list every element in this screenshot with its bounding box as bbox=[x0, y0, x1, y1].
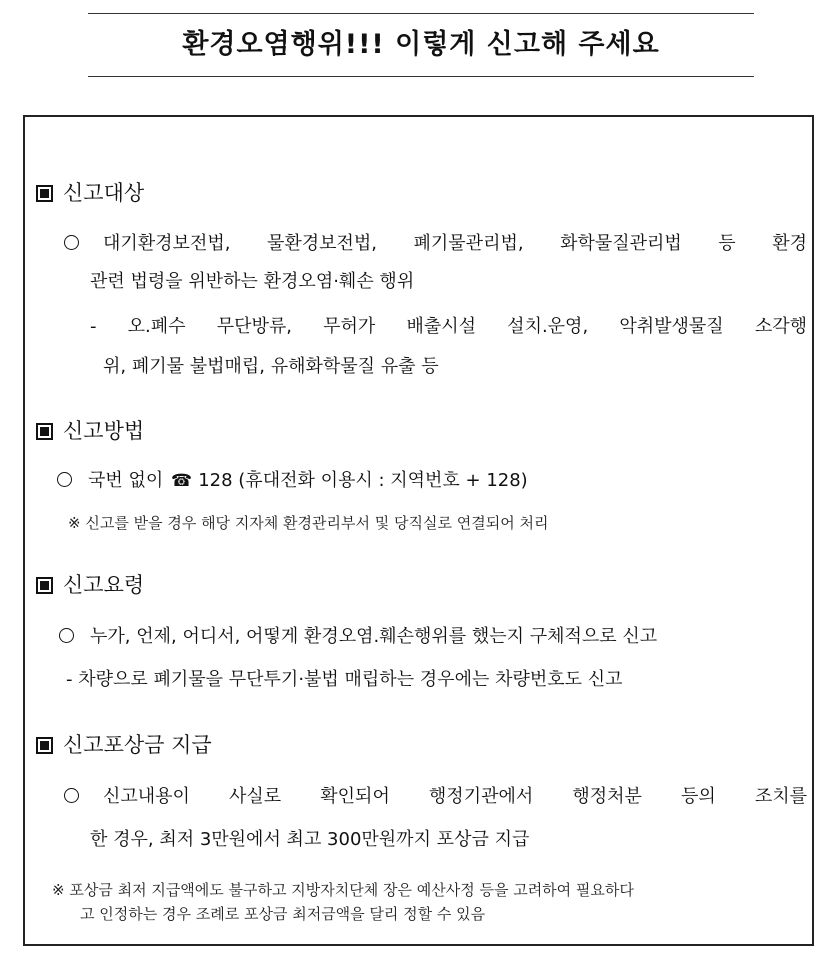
section-heading-label: 신고방법 bbox=[63, 419, 145, 443]
square-bullet-icon bbox=[36, 577, 53, 594]
target-line-4: 위, 폐기물 불법매립, 유해화학물질 유출 등 bbox=[103, 356, 439, 377]
target-line-2: 관련 법령을 위반하는 환경오염·훼손 행위 bbox=[90, 271, 415, 292]
section-heading-method bbox=[36, 417, 144, 445]
section-heading-label: 신고대상 bbox=[63, 181, 145, 205]
section-heading-target bbox=[36, 179, 144, 207]
title-top-rule bbox=[88, 13, 754, 14]
circle-bullet-icon bbox=[64, 235, 79, 250]
guide-line-2: - 차량으로 폐기물을 무단투기·불법 매립하는 경우에는 차량번호도 신고 bbox=[66, 669, 623, 690]
reward-line-2: 한 경우, 최저 3만원에서 최고 300만원까지 포상금 지급 bbox=[90, 829, 530, 850]
method-line-1 bbox=[57, 468, 528, 494]
square-bullet-icon bbox=[36, 185, 53, 202]
reward-note-2: 고 인정하는 경우 조례로 포상금 최저금액을 달리 정할 수 있음 bbox=[80, 905, 486, 923]
telephone-icon: ☎ bbox=[171, 471, 193, 491]
circle-bullet-icon bbox=[64, 788, 79, 803]
title-bottom-rule bbox=[88, 76, 754, 77]
reward-note-1: ※ 포상금 최저 지급액에도 불구하고 지방자치단체 장은 예산사정 등을 고려하여 필요하다 bbox=[52, 881, 634, 899]
section-heading-reward bbox=[36, 731, 212, 759]
method-line-1-prefix: 국번 없이 bbox=[88, 470, 164, 491]
method-line-1-number: 128 (휴대전화 이용시 : 지역번호 + 128) bbox=[198, 470, 528, 491]
circle-bullet-icon bbox=[59, 628, 74, 643]
section-heading-label: 신고요령 bbox=[63, 573, 145, 597]
guide-line-1 bbox=[59, 624, 657, 650]
reward-line-1: 신고내용이 사실로 확인되어 행정기관에서 행정처분 등의 조치를 bbox=[103, 786, 807, 807]
square-bullet-icon bbox=[36, 423, 53, 440]
target-line-1-row bbox=[64, 231, 95, 257]
page-title: 환경오염행위!!! 이렇게 신고해 주세요 bbox=[182, 29, 660, 60]
section-heading-guide bbox=[36, 571, 144, 599]
target-line-3: - 오.폐수 무단방류, 무허가 배출시설 설치.운영, 악취발생물질 소각행 bbox=[90, 316, 807, 337]
method-note: ※ 신고를 받을 경우 해당 지자체 환경관리부서 및 당직실로 연결되어 처리 bbox=[68, 514, 549, 532]
target-line-1: 대기환경보전법, 물환경보전법, 폐기물관리법, 화학물질관리법 등 환경 bbox=[103, 233, 807, 254]
section-heading-label: 신고포상금 지급 bbox=[63, 733, 212, 757]
reward-line-1-row bbox=[64, 784, 95, 810]
square-bullet-icon bbox=[36, 737, 53, 754]
guide-line-1-text: 누가, 언제, 어디서, 어떻게 환경오염.훼손행위를 했는지 구체적으로 신고 bbox=[90, 626, 658, 647]
circle-bullet-icon bbox=[57, 472, 72, 487]
